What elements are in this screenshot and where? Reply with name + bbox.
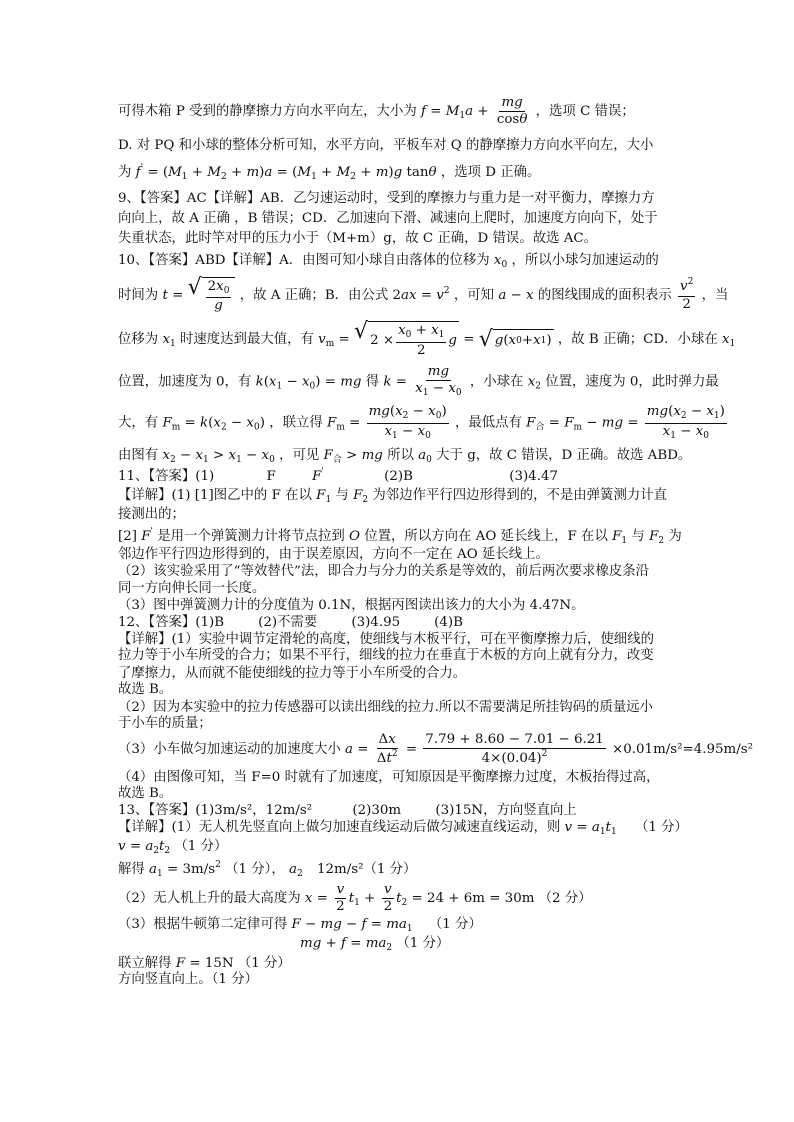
line-23 (118, 649, 676, 662)
text: 联立解得 (118, 955, 172, 971)
text: 解得 (118, 861, 145, 877)
formula-f: f (421, 104, 426, 120)
text: D. 对 PQ 和小球的整体分析可知，水平方向，平板车对 Q 的静摩擦力方向水平向左，大小 (118, 138, 654, 154)
text: 位置，所以方向在 AO 延长线上，F 在以 (364, 528, 608, 544)
text: 可得木箱 P 受到的静摩擦力方向水平向左，大小为 (118, 104, 417, 120)
text: (3)15N，方向竖直向上 (435, 803, 577, 819)
text: 大于 g，故 C 错误，D 正确。故选 ABD。 (436, 448, 692, 464)
text: （2）该实验采用了“等效替代”法，即合力与分力的关系是等效的，前后两次要求橡皮条沿 (118, 564, 650, 580)
text: （2）无人机上升的最大高度为 (118, 890, 301, 906)
text: ，故 B 正确；CD．小球在 (557, 332, 718, 347)
text: 失重状态，此时竿对甲的压力小于（M+m）g，故 C 正确，D 错误。故选 AC。 (118, 231, 598, 247)
line-33: $v = a_2t_2$ （1 分） (118, 838, 228, 856)
text: 12m/s²（1 分） (317, 861, 417, 877)
text: [2] (118, 528, 137, 544)
text: ，选项 C 错误； (535, 104, 635, 120)
text: 同一方向伸长同一长度。 (118, 580, 266, 596)
line-39 (118, 973, 676, 986)
line-8: 时间为 t = √ $\frac{2x_0}{g}$ ，故 A 正确；B．由公式 $2ax = v^2$ ，可知 a − x 的图线围成的面积表示 $\frac{v^2}{2}$ ，当 (118, 274, 729, 314)
text: （3）小车做匀加速运动的加速度大小 (118, 742, 341, 758)
line-37: mg + $f = ma_2$ （1 分） (300, 935, 450, 953)
text: 9、【答案】AC【详解】AB．乙匀速运动时，受到的摩擦力与重力是一对平衡力，摩擦力方 (118, 190, 655, 206)
text: ×0.01m/s²=4.95m/s² (612, 742, 753, 758)
line-7: 10、【答案】ABD【详解】A．由图可知小球自由落体的位移为 $x_0$ ，所以小球匀加速运动的 (118, 252, 659, 270)
line-21 (118, 616, 676, 629)
line-6 (118, 232, 676, 245)
line-10: 位置，加速度为 0，有 $k(x_1 - x_0)$ = mg 得 k = $\frac{mg}{x_1 - x_0}$ ，小球在 $x_2$ 位置，速度为 0，此时弹力最 (118, 363, 719, 398)
text: 11、【答案】(1) (118, 469, 215, 485)
fraction-mg-cos: $\frac{mg}{\cos\theta}$ (496, 95, 528, 128)
text: 拉力等于小车所受的合力；如果不平行，细线的拉力在垂直于木板的方向上就有分力，改变 (118, 648, 654, 664)
text: 故选 B。 (118, 682, 173, 698)
text: （1 分）， (225, 861, 285, 877)
text: （2）因为本实验中的拉力传感器可以读出细线的拉力.所以不需要满足所挂钩码的质量远小 (118, 699, 654, 715)
text: 【详解】(1) [1]图乙中的 F 在以 (118, 487, 312, 503)
line-29 (118, 771, 676, 784)
text: ，最低点有 (454, 415, 522, 431)
text: ，故 A 正确；B．由公式 (239, 287, 389, 303)
line-35: （2）无人机上升的最大高度为 x = $\frac{v}{2}$ $t_1$ + $\frac{v}{2}$ $t_2 = 24 + 6m = 30m$ （2 分） (118, 881, 592, 914)
text: ，可知 (453, 287, 495, 303)
text: 得 (365, 374, 380, 389)
text: 时间为 (118, 287, 159, 303)
text: 【详解】(1）无人机先竖直向上做匀加速直线运动后做匀减速直线运动，则 (118, 819, 561, 835)
text: (2)B (384, 469, 413, 485)
line-27 (118, 717, 676, 730)
text: ，所以小球匀加速运动的 (511, 252, 659, 268)
line-13: 11、【答案】(1) F F' (2)B (3)4.47 (118, 467, 559, 485)
text: 邻边作平行四边形得到的，由于误差原因，方向不一定在 AO 延长线上。 (118, 546, 549, 562)
text: 大，有 (118, 415, 159, 431)
text: ，选项 D 正确。 (440, 164, 541, 180)
line-11: 大，有 $F_m = k(x_2 - x_0)$ ，联立得 $F_m$ = $\frac{mg(x_2 - x_0)}{x_1 - x_0}$ ，最低点有 $F_合 = F_m$ − mg = $\frac{mg(x_2 - x_1)}{x_1 - x_0}$ (118, 404, 725, 441)
sqrt-2x0-g: √ $\frac{2x_0}{g}$ (188, 277, 236, 314)
line-15 (118, 508, 676, 521)
line-9: 位移为 $x_1$ 时速度达到最大值，有 $v_m$ = √ 2 × $\frac{x_0 + x_1}{2}$ g = √ g ( x 0 + x 1 ) ，故 B 正确；CD．小球在 $x_1$ (118, 319, 736, 358)
text: 与 (335, 487, 349, 503)
text: （1 分） (237, 955, 291, 971)
line-17 (118, 548, 676, 561)
line-19 (118, 582, 676, 595)
text: 时速度达到最大值，有 (180, 332, 314, 347)
line-38: 联立解得 F = 15N （1 分） (118, 955, 291, 971)
line-24 (118, 667, 676, 680)
text: （2 分） (538, 890, 592, 906)
text: 10、【答案】ABD【详解】A．由图可知小球自由落体的位移为 (118, 252, 490, 268)
text: (2)30m (352, 803, 402, 819)
text: 【详解】(1）实验中调节定滑轮的高度，使细线与木板平行，可在平衡摩擦力后，使细线的 (118, 631, 654, 647)
text: （1 分） (396, 935, 450, 951)
line-28: （3）小车做匀加速运动的加速度大小 a = $\frac{\Delta x}{\Delta t^2}$ = $\frac{7.79 + 8.60 - 7.01 - 6.21}{4\times(0.04)^2}$ ×0.01m/s²=4.95m/s² (118, 732, 753, 767)
text: 由图有 (118, 448, 159, 464)
text: 为 (668, 528, 682, 544)
line-16: [2] F' 是用一个弹簧测力计将节点拉到 O 位置，所以方向在 AO 延长线上，F 在以 $F_1$ 与 $F_2$ 为 (118, 526, 682, 546)
text: 故选 B。 (118, 785, 173, 801)
text: 方向竖直向上。（1 分） (118, 972, 258, 988)
text: 为邻边作平行四边形得到的，不是由弹簧测力计直 (372, 487, 668, 503)
line-5 (118, 212, 676, 225)
line-1: 可得木箱 P 受到的静摩擦力方向水平向左，大小为 $f = M_1a$ + $\frac{mg}{\cos\theta}$ ，选项 C 错误； (118, 95, 635, 128)
line-18 (118, 565, 676, 578)
text: 为 (118, 164, 132, 180)
text: 的图线围成的面积表示 (537, 287, 672, 303)
text: 是用一个弹簧测力计将节点拉到 (157, 528, 345, 544)
text: （4）由图像可知，当 F=0 时就有了加速度，可知原因是平衡摩擦力过度，木板抬得过高， (118, 769, 660, 785)
text: （1 分） (634, 819, 688, 835)
document-page (118, 95, 753, 988)
text: ，当 (701, 287, 729, 303)
line-14: 【详解】(1) [1]图乙中的 F 在以 $F_1$ 与 $F_2$ 为邻边作平行四边形得到的，不是由弹簧测力计直 (118, 487, 668, 505)
line-2 (118, 139, 676, 152)
line-12: 由图有 $x_2 - x_1 > x_1 - x_0$ ，可见 $F_合$ > mg 所以 $a_0$ 大于 g，故 C 错误，D 正确。故选 ABD。 (118, 448, 692, 466)
text: 12、【答案】(1)B (2)不需要 (3)4.95 (4)B (118, 614, 463, 630)
text: （3）图中弹簧测力计的分度值为 0.1N，根据丙图读出该力的大小为 4.47N。 (118, 598, 585, 614)
line-25 (118, 683, 676, 696)
text: （3）根据牛顿第二定律可得 (118, 916, 288, 932)
line-36: （3）根据牛顿第二定律可得 F − mg − $f = ma_1$ （1 分） (118, 916, 482, 934)
text: ，联立得 (269, 415, 323, 431)
line-26 (118, 701, 676, 714)
text: 向向上，故 A 正确 ，B 错误；CD．乙加速向下滑、减速向上爬时，加速度方向向下，处于 (118, 210, 658, 226)
text: F (266, 469, 276, 485)
text: 位移为 (118, 332, 159, 347)
line-34: 解得 $a_1 = 3m/s^2$ （1 分）， $a_2$ 12m/s²（1 分） (118, 859, 417, 879)
line-4 (118, 192, 676, 205)
line-3: 为 $f' = (M_1 + M_2 + m)a = (M_1 + M_2 + m)g$ tanθ ，选项 D 正确。 (118, 162, 541, 182)
text: 13、【答案】(1)3m/s²，12m/s² (118, 803, 313, 819)
text: ，可见 (279, 448, 320, 464)
text: （1 分） (174, 838, 228, 854)
text: 位置，速度为 0，此时弹力最 (545, 374, 719, 389)
line-22 (118, 633, 676, 646)
line-32: 【详解】(1）无人机先竖直向上做匀加速直线运动后做匀减速直线运动，则 $v = a_1t_1$ （1 分） (118, 819, 688, 837)
text: ，小球在 (469, 374, 524, 389)
line-31 (118, 804, 676, 817)
text: 所以 (387, 448, 414, 464)
text: 于小车的质量； (118, 716, 212, 731)
line-20 (118, 599, 676, 612)
text: 位置，加速度为 0，有 (118, 374, 252, 389)
text: 了摩擦力，从而就不能使细线的拉力等于小车所受的合力。 (118, 665, 467, 681)
text: （1 分） (428, 916, 482, 932)
text: (3)4.47 (509, 469, 559, 485)
text: 接测出的； (118, 506, 185, 522)
text: 与 (631, 528, 645, 544)
line-30 (118, 787, 676, 800)
